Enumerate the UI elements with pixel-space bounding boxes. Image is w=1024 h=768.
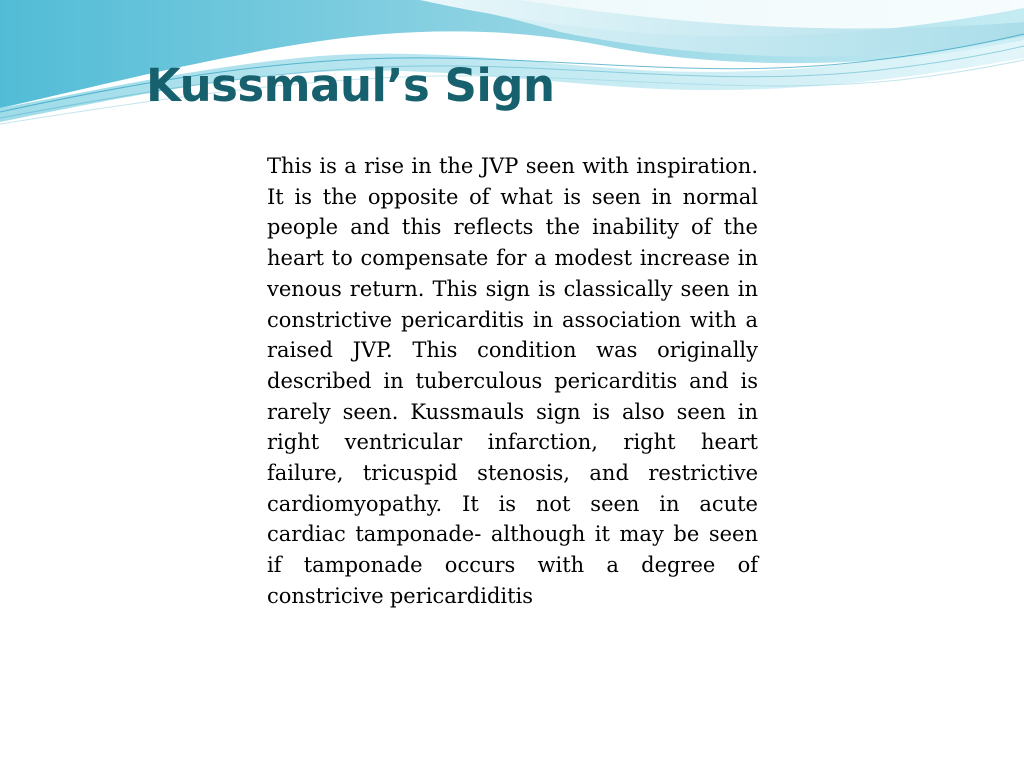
body-paragraph: This is a rise in the JVP seen with inspiration. It is the opposite of what is seen in normal people and this reflects the inability of the heart to compensate for a modest increase in venous return. This sign is classically seen in constrictive pericarditis in association with a raised JVP. This condition was originally described in tuberculous pericarditis and is rarely seen. Kussmauls sign is also seen in right ventricular infarction, right heart failure, tricuspid stenosis, and restrictive cardiomyopathy. It is not seen in acute cardiac tamponade- although it may be seen if tamponade occurs with a degree of constricive pericardiditis xyxy=(267,154,758,608)
slide-title: Kussmaul’s Sign xyxy=(146,59,555,112)
